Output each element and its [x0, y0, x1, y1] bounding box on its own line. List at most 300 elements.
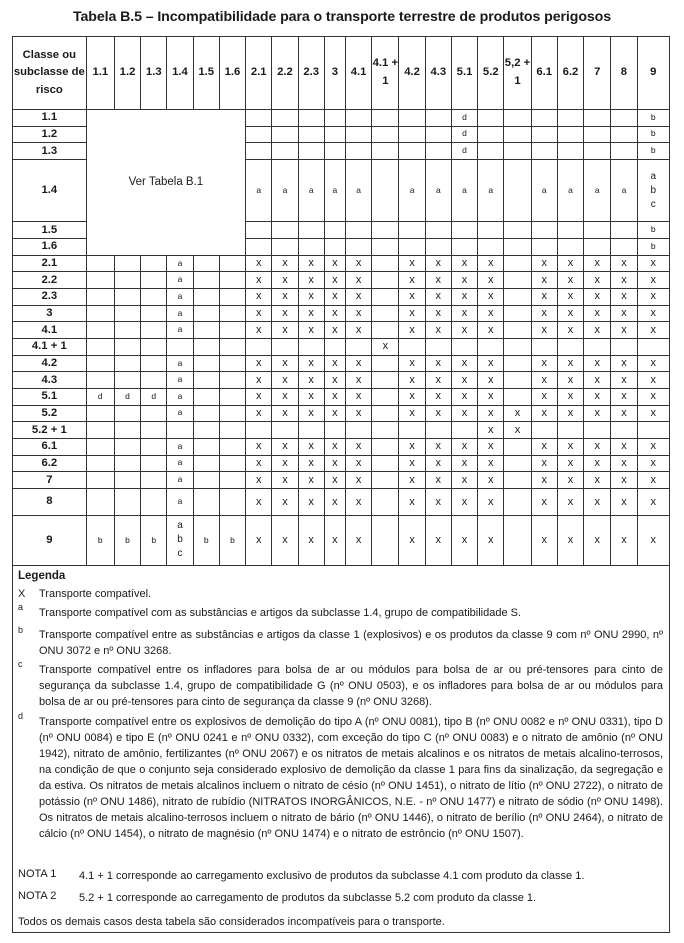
table-cell: x	[246, 305, 272, 322]
table-cell	[372, 222, 399, 239]
table-cell: x	[451, 272, 477, 289]
table-cell	[114, 355, 140, 372]
table-cell: x	[324, 405, 345, 422]
table-cell: x	[531, 322, 557, 339]
table-cell	[372, 159, 399, 221]
table-cell	[219, 255, 245, 272]
row-header-5-2: 5.2	[13, 405, 87, 422]
table-cell	[372, 372, 399, 389]
table-cell	[141, 288, 167, 305]
table-cell: a	[167, 322, 193, 339]
table-cell: x	[584, 272, 611, 289]
table-cell	[86, 255, 114, 272]
row-header-3: 3	[13, 305, 87, 322]
table-cell	[584, 143, 611, 160]
column-header-1-5: 1.5	[193, 37, 219, 110]
table-cell	[504, 305, 531, 322]
table-cell: x	[399, 515, 425, 565]
row-header-4-3: 4.3	[13, 372, 87, 389]
table-cell	[246, 143, 272, 160]
table-cell: b	[637, 222, 669, 239]
table-cell: x	[531, 488, 557, 515]
row-header-2-1: 2.1	[13, 255, 87, 272]
table-cell	[504, 488, 531, 515]
table-row	[13, 422, 670, 439]
table-cell: x	[324, 355, 345, 372]
table-cell	[478, 109, 504, 126]
table-cell: x	[298, 372, 324, 389]
table-cell: b	[219, 515, 245, 565]
column-header-9: 9	[637, 37, 669, 110]
table-cell	[246, 422, 272, 439]
legend-symbol-a: a	[18, 602, 24, 612]
table-cell: x	[478, 515, 504, 565]
row-header-8: 8	[13, 488, 87, 515]
table-cell: x	[531, 372, 557, 389]
table-cell: a	[324, 159, 345, 221]
table-cell: x	[531, 355, 557, 372]
table-row	[13, 472, 670, 489]
table-title: Tabela B.5 – Incompatibilidade para o transporte terrestre de produtos perigosos	[72, 9, 612, 25]
table-cell	[478, 126, 504, 143]
table-row	[13, 255, 670, 272]
table-header-row	[13, 37, 670, 110]
table-cell: x	[584, 372, 611, 389]
table-cell	[504, 355, 531, 372]
table-cell	[298, 143, 324, 160]
table-cell	[584, 422, 611, 439]
table-cell	[219, 355, 245, 372]
table-cell	[324, 143, 345, 160]
column-header-1-3: 1.3	[141, 37, 167, 110]
table-cell	[324, 238, 345, 255]
table-cell: x	[298, 455, 324, 472]
table-cell: x	[399, 438, 425, 455]
table-cell: d	[451, 143, 477, 160]
table-cell: x	[345, 455, 371, 472]
table-cell	[86, 438, 114, 455]
table-cell	[193, 372, 219, 389]
table-cell: x	[451, 405, 477, 422]
table-cell	[345, 126, 371, 143]
table-cell	[345, 143, 371, 160]
table-cell: x	[557, 515, 583, 565]
table-cell	[584, 126, 611, 143]
table-cell: x	[531, 455, 557, 472]
table-cell	[141, 455, 167, 472]
legend-symbol-c: c	[18, 659, 23, 669]
table-cell	[399, 422, 425, 439]
merged-note-ver-tabela-b1: Ver Tabela B.1	[86, 109, 245, 255]
legend-symbol-b: b	[18, 625, 24, 635]
table-cell: x	[637, 488, 669, 515]
table-cell: x	[246, 288, 272, 305]
table-cell	[141, 355, 167, 372]
table-cell: x	[246, 322, 272, 339]
table-cell	[141, 255, 167, 272]
table-cell: x	[531, 255, 557, 272]
table-cell: x	[637, 272, 669, 289]
table-cell	[246, 238, 272, 255]
table-cell: x	[345, 288, 371, 305]
table-cell	[324, 222, 345, 239]
table-cell	[611, 222, 637, 239]
table-cell: d	[114, 388, 140, 405]
table-cell: x	[451, 372, 477, 389]
table-cell: x	[478, 355, 504, 372]
table-cell: x	[584, 388, 611, 405]
table-cell	[451, 238, 477, 255]
table-cell: x	[478, 288, 504, 305]
table-cell: x	[272, 515, 298, 565]
table-cell	[141, 305, 167, 322]
table-cell	[193, 388, 219, 405]
table-cell	[504, 238, 531, 255]
column-header-1-4: 1.4	[167, 37, 193, 110]
table-cell	[193, 438, 219, 455]
table-cell	[272, 238, 298, 255]
table-cell: x	[298, 255, 324, 272]
table-cell: b	[637, 109, 669, 126]
table-cell: b	[637, 143, 669, 160]
table-cell: a	[246, 159, 272, 221]
note-2-text: 5.2 + 1 corresponde ao carregamento de produtos da subclasse 5.2 com produto da classe 1.	[79, 892, 537, 904]
table-cell: x	[584, 488, 611, 515]
table-cell: x	[425, 272, 451, 289]
table-cell	[193, 488, 219, 515]
table-cell	[272, 422, 298, 439]
table-cell: a	[167, 405, 193, 422]
table-cell: x	[272, 255, 298, 272]
table-cell	[298, 238, 324, 255]
table-cell: x	[531, 288, 557, 305]
table-cell: x	[324, 288, 345, 305]
table-cell	[141, 422, 167, 439]
table-cell	[425, 143, 451, 160]
table-cell: x	[451, 515, 477, 565]
table-cell: x	[611, 355, 637, 372]
column-header-2-3: 2.3	[298, 37, 324, 110]
table-cell	[141, 488, 167, 515]
table-cell	[141, 272, 167, 289]
table-cell	[345, 238, 371, 255]
table-cell: x	[584, 355, 611, 372]
table-cell: x	[478, 255, 504, 272]
table-cell	[193, 455, 219, 472]
table-cell	[193, 355, 219, 372]
table-cell: x	[345, 388, 371, 405]
table-cell	[557, 126, 583, 143]
table-cell	[193, 322, 219, 339]
table-cell: x	[611, 455, 637, 472]
table-cell	[584, 338, 611, 355]
legend-text-d: Transporte compatível entre os explosivos de demolição do tipo A (nº ONU 0081), tipo B (nº ONU 0082 e nº ONU 0331), tipo D (nº ONU 0084) e tipo E (nº ONU 0241 e nº ONU 0332), com exceção do tipo C (nº ONU 0083) e o nitrato de amônio (nº ONU 1942), nitrato de amônio, fertilizantes (nº ONU 2067) e os nitratos de metais alcalinos e os nitratos de metais alcalino-terrosos, na condição de que o conjunto seja considerado explosivo de demolição da classe 1 para fins da sinalização, da segregação e da estiva. Os nitratos de metais alcalinos incluem o nitrato de césio (nº ONU 1451), o nitrato de lítio (nº ONU 2722), o nitrato de potássio (nº ONU 1486), nitrato de rubídio (NITRATOS INORGÂNICOS, N.E. - nº ONU 1477) e nitrato de sódio (nº ONU 1498). Os nitratos de metais alcalino-terrosos incluem o nitrato de bário (nº ONU 1446), o nitrato de berílio (nº ONU 2464), o nitrato de cálcio (nº ONU 1454), o nitrato de magnésio (nº ONU 1474) e o nitrato de estrôncio (nº ONU 1507).	[39, 716, 663, 840]
table-cell	[114, 422, 140, 439]
table-cell: x	[584, 288, 611, 305]
table-cell	[557, 143, 583, 160]
table-cell	[425, 422, 451, 439]
table-cell: a b c	[167, 515, 193, 565]
table-cell: x	[272, 472, 298, 489]
table-cell: x	[611, 305, 637, 322]
table-cell	[167, 338, 193, 355]
table-cell	[531, 238, 557, 255]
table-cell: x	[399, 405, 425, 422]
column-header-4-3: 4.3	[425, 37, 451, 110]
table-row	[13, 338, 670, 355]
column-header-4-1: 4.1	[345, 37, 371, 110]
row-header-1-3: 1.3	[13, 143, 87, 160]
legend-text-c: Transporte compatível entre os infladores para bolsa de ar ou módulos para bolsa de ar ou pré-tensores para cinto de segurança da subclasse 1.4, grupo de compatibilidade G (nº ONU 0503), e os infladores para bolsa de ar ou módulos para bolsa de ar ou pré-tensores para cinto de segurança da classe 9 (nº ONU 3268).	[39, 664, 663, 708]
table-cell: x	[246, 372, 272, 389]
table-cell	[193, 338, 219, 355]
table-cell: x	[584, 515, 611, 565]
table-cell: x	[246, 272, 272, 289]
table-cell	[504, 109, 531, 126]
table-cell: x	[345, 272, 371, 289]
table-cell	[504, 338, 531, 355]
table-cell: x	[637, 372, 669, 389]
table-cell	[324, 126, 345, 143]
table-cell	[345, 338, 371, 355]
table-row	[13, 438, 670, 455]
table-cell	[584, 222, 611, 239]
table-cell	[504, 126, 531, 143]
table-cell: x	[246, 472, 272, 489]
table-cell: x	[324, 455, 345, 472]
table-cell	[298, 338, 324, 355]
incompatibility-table	[12, 36, 670, 566]
table-cell	[531, 338, 557, 355]
row-header-1-1: 1.1	[13, 109, 87, 126]
table-cell: x	[246, 455, 272, 472]
table-cell	[372, 438, 399, 455]
table-cell	[86, 488, 114, 515]
table-cell: x	[611, 322, 637, 339]
column-header-3: 3	[324, 37, 345, 110]
table-cell: x	[345, 355, 371, 372]
table-cell	[114, 305, 140, 322]
table-cell: x	[298, 515, 324, 565]
table-cell: x	[451, 455, 477, 472]
table-cell	[246, 222, 272, 239]
table-cell	[141, 472, 167, 489]
table-cell	[345, 422, 371, 439]
table-cell: x	[425, 388, 451, 405]
table-cell	[557, 238, 583, 255]
table-cell	[504, 455, 531, 472]
table-cell: a	[167, 388, 193, 405]
table-cell	[637, 422, 669, 439]
table-cell: a	[557, 159, 583, 221]
table-cell	[425, 338, 451, 355]
table-cell	[193, 305, 219, 322]
table-cell	[584, 109, 611, 126]
legend-text-b: Transporte compatível entre as substâncias e artigos da classe 1 (explosivos) e os produtos da classe 9 com nº ONU 2990, nº ONU 3072 e nº ONU 3268.	[39, 629, 663, 657]
table-cell	[141, 322, 167, 339]
table-cell	[372, 455, 399, 472]
table-cell: x	[611, 388, 637, 405]
table-cell: x	[478, 472, 504, 489]
table-cell	[451, 222, 477, 239]
table-cell	[372, 388, 399, 405]
table-cell: x	[272, 405, 298, 422]
table-cell	[611, 422, 637, 439]
column-header-1-2: 1.2	[114, 37, 140, 110]
table-cell	[219, 488, 245, 515]
table-cell: x	[531, 438, 557, 455]
table-cell: x	[557, 288, 583, 305]
table-cell	[531, 143, 557, 160]
table-cell: x	[345, 322, 371, 339]
table-cell: x	[272, 305, 298, 322]
table-cell: x	[611, 472, 637, 489]
table-cell: a b c	[637, 159, 669, 221]
row-header-1-2: 1.2	[13, 126, 87, 143]
table-cell	[504, 472, 531, 489]
table-cell	[219, 338, 245, 355]
table-cell: x	[298, 438, 324, 455]
table-cell: a	[167, 372, 193, 389]
table-cell	[504, 143, 531, 160]
table-cell	[272, 143, 298, 160]
table-cell	[372, 515, 399, 565]
table-row	[13, 355, 670, 372]
table-cell: b	[193, 515, 219, 565]
table-cell	[298, 422, 324, 439]
row-header-2-2: 2.2	[13, 272, 87, 289]
table-row	[13, 305, 670, 322]
row-header-2-3: 2.3	[13, 288, 87, 305]
table-cell: x	[324, 515, 345, 565]
table-cell: x	[298, 355, 324, 372]
table-cell	[193, 405, 219, 422]
table-cell: x	[478, 322, 504, 339]
table-cell: a	[399, 159, 425, 221]
table-cell: x	[478, 438, 504, 455]
column-header-1-6: 1.6	[219, 37, 245, 110]
table-cell: x	[324, 438, 345, 455]
table-cell	[272, 109, 298, 126]
table-cell	[478, 238, 504, 255]
table-cell: x	[399, 455, 425, 472]
table-cell	[504, 159, 531, 221]
table-cell: x	[531, 388, 557, 405]
table-cell: x	[478, 422, 504, 439]
table-cell	[141, 438, 167, 455]
table-cell	[219, 438, 245, 455]
table-cell	[86, 472, 114, 489]
table-cell	[451, 422, 477, 439]
table-cell	[557, 338, 583, 355]
corner-header: Classe ou subclasse de risco	[13, 37, 87, 110]
table-cell	[219, 322, 245, 339]
table-cell: x	[298, 322, 324, 339]
table-cell: x	[399, 255, 425, 272]
table-cell: x	[399, 355, 425, 372]
table-cell: x	[425, 472, 451, 489]
table-cell: x	[399, 472, 425, 489]
table-cell: x	[504, 405, 531, 422]
table-cell: x	[425, 322, 451, 339]
table-cell	[298, 109, 324, 126]
row-header-5-2-1: 5.2 + 1	[13, 422, 87, 439]
table-cell	[399, 222, 425, 239]
table-cell	[114, 288, 140, 305]
table-cell	[478, 338, 504, 355]
table-cell: x	[557, 388, 583, 405]
table-cell	[114, 272, 140, 289]
table-cell: x	[399, 388, 425, 405]
table-cell: x	[637, 438, 669, 455]
table-cell: x	[425, 488, 451, 515]
table-cell: x	[611, 488, 637, 515]
table-cell: x	[637, 355, 669, 372]
table-cell: a	[298, 159, 324, 221]
table-row	[13, 455, 670, 472]
table-cell: x	[637, 288, 669, 305]
table-cell	[425, 222, 451, 239]
column-header-5-1: 5.1	[451, 37, 477, 110]
table-cell: x	[425, 288, 451, 305]
table-cell	[611, 143, 637, 160]
table-row	[13, 272, 670, 289]
table-cell	[372, 109, 399, 126]
table-row	[13, 405, 670, 422]
table-cell: a	[531, 159, 557, 221]
table-cell	[345, 109, 371, 126]
table-cell: x	[298, 405, 324, 422]
table-cell: x	[425, 438, 451, 455]
table-cell: x	[298, 488, 324, 515]
table-cell: x	[399, 288, 425, 305]
table-cell: x	[272, 438, 298, 455]
table-cell	[114, 372, 140, 389]
row-header-4-2: 4.2	[13, 355, 87, 372]
table-cell: x	[478, 455, 504, 472]
table-cell: x	[584, 255, 611, 272]
table-cell: x	[425, 515, 451, 565]
table-cell: x	[584, 455, 611, 472]
table-cell	[425, 126, 451, 143]
note-1-text: 4.1 + 1 corresponde ao carregamento exclusivo de produtos da subclasse 4.1 com produto da classe 1.	[79, 870, 585, 882]
table-cell	[246, 126, 272, 143]
table-cell: x	[531, 472, 557, 489]
table-cell: a	[167, 455, 193, 472]
table-cell: x	[531, 515, 557, 565]
table-cell	[86, 305, 114, 322]
table-cell: x	[611, 515, 637, 565]
row-header-6-2: 6.2	[13, 455, 87, 472]
table-cell: a	[584, 159, 611, 221]
table-cell: x	[637, 455, 669, 472]
table-cell: x	[584, 305, 611, 322]
table-cell: a	[167, 355, 193, 372]
table-cell	[86, 405, 114, 422]
table-cell	[399, 238, 425, 255]
table-cell: x	[557, 488, 583, 515]
table-cell	[372, 472, 399, 489]
table-cell	[372, 272, 399, 289]
table-cell	[193, 255, 219, 272]
table-cell: x	[425, 355, 451, 372]
table-cell: a	[425, 159, 451, 221]
table-cell: x	[584, 322, 611, 339]
table-cell	[504, 388, 531, 405]
table-cell	[372, 488, 399, 515]
table-cell: x	[246, 405, 272, 422]
table-cell	[504, 372, 531, 389]
